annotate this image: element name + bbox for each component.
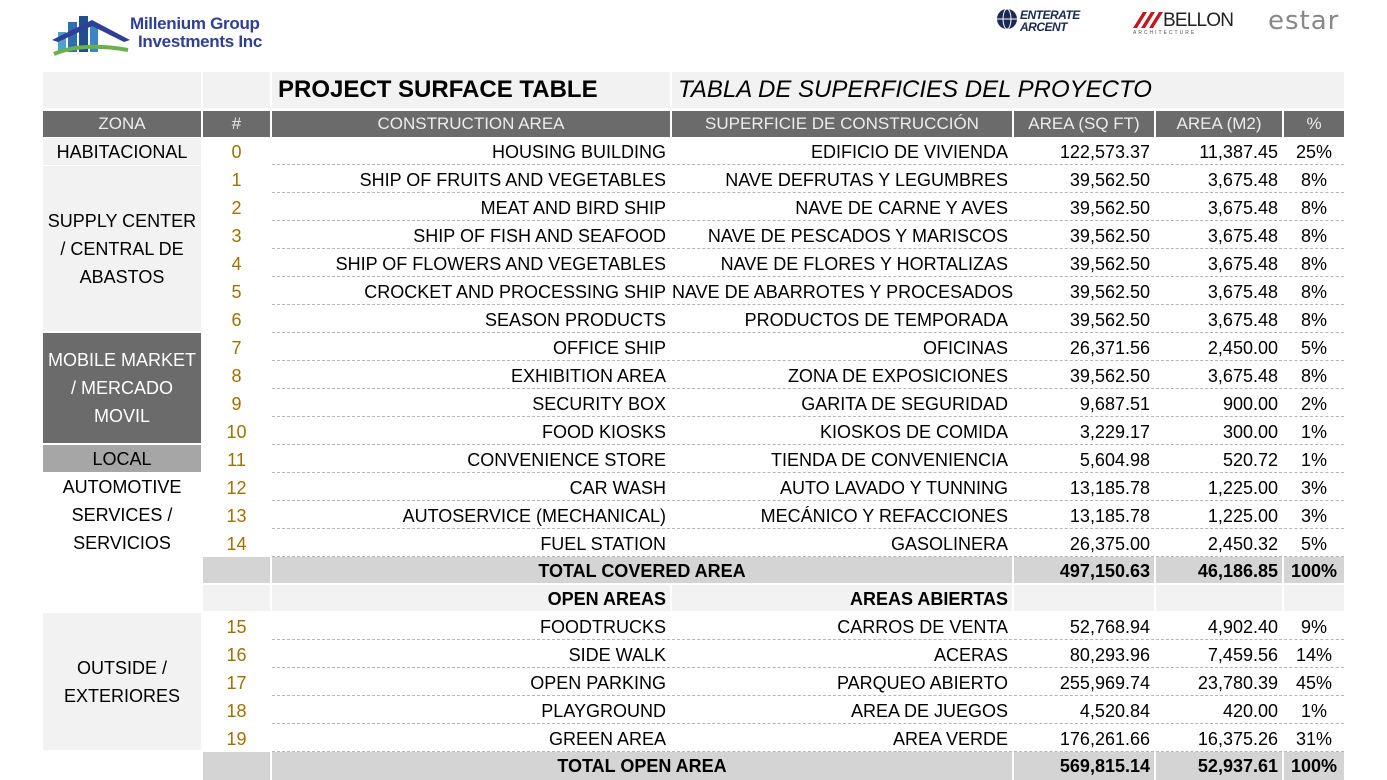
open-header-pct-blank bbox=[1284, 585, 1344, 611]
enterate-logo bbox=[996, 6, 1108, 36]
row-superficie: AREA VERDE bbox=[672, 725, 1012, 752]
row-construction-area: MEAT AND BIRD SHIP bbox=[272, 194, 670, 221]
row-percent: 25% bbox=[1284, 138, 1344, 165]
row-area-sqft: 255,969.74 bbox=[1014, 669, 1154, 696]
row-area-sqft: 13,185.78 bbox=[1014, 502, 1154, 529]
row-percent: 8% bbox=[1284, 166, 1344, 193]
row-area-sqft: 3,229.17 bbox=[1014, 418, 1154, 445]
row-number: 6 bbox=[231, 310, 242, 330]
row-percent: 3% bbox=[1284, 502, 1344, 529]
row-number: 8 bbox=[231, 366, 242, 386]
row-superficie: ZONA DE EXPOSICIONES bbox=[672, 362, 1012, 389]
row-construction-area: OFFICE SHIP bbox=[272, 334, 670, 361]
row-area-m2: 3,675.48 bbox=[1156, 362, 1282, 389]
total-open-m2: 52,937.61 bbox=[1156, 752, 1282, 780]
row-area-m2: 11,387.45 bbox=[1156, 138, 1282, 165]
row-construction-area: SHIP OF FRUITS AND VEGETABLES bbox=[272, 166, 670, 193]
row-superficie: NAVE DE ABARROTES Y PROCESADOS bbox=[672, 278, 1012, 305]
header-construction-area: CONSTRUCTION AREA bbox=[272, 111, 670, 137]
row-percent: 1% bbox=[1284, 697, 1344, 724]
row-area-m2: 3,675.48 bbox=[1156, 306, 1282, 333]
bellon-logo bbox=[1133, 10, 1245, 36]
row-percent: 5% bbox=[1284, 334, 1344, 361]
row-construction-area: EXHIBITION AREA bbox=[272, 362, 670, 389]
estar-logo: estar bbox=[1268, 6, 1340, 36]
total-open-label: TOTAL OPEN AREA bbox=[272, 752, 1012, 780]
row-number: 0 bbox=[231, 142, 242, 162]
row-area-sqft: 39,562.50 bbox=[1014, 194, 1154, 221]
open-header-m2-blank bbox=[1156, 585, 1282, 611]
house-logo-icon bbox=[52, 10, 132, 58]
row-percent: 1% bbox=[1284, 418, 1344, 445]
row-superficie: GASOLINERA bbox=[672, 530, 1012, 557]
row-percent: 8% bbox=[1284, 278, 1344, 305]
total-covered-pct: 100% bbox=[1284, 557, 1344, 583]
row-construction-area: FOODTRUCKS bbox=[272, 613, 670, 640]
company-name-line2: Investments Inc bbox=[138, 32, 262, 51]
total-covered-sqft: 497,150.63 bbox=[1014, 557, 1154, 583]
row-construction-area: FUEL STATION bbox=[272, 530, 670, 557]
row-percent: 14% bbox=[1284, 641, 1344, 668]
total-open-blank bbox=[203, 752, 270, 780]
row-area-sqft: 26,375.00 bbox=[1014, 530, 1154, 557]
row-number: 2 bbox=[231, 198, 242, 218]
row-superficie: OFICINAS bbox=[672, 334, 1012, 361]
row-number: 1 bbox=[231, 170, 242, 190]
row-area-sqft: 4,520.84 bbox=[1014, 697, 1154, 724]
row-area-m2: 3,675.48 bbox=[1156, 250, 1282, 277]
row-percent: 3% bbox=[1284, 474, 1344, 501]
row-superficie: NAVE DE PESCADOS Y MARISCOS bbox=[672, 222, 1012, 249]
row-percent: 1% bbox=[1284, 446, 1344, 473]
row-construction-area: SECURITY BOX bbox=[272, 390, 670, 417]
row-percent: 5% bbox=[1284, 530, 1344, 557]
row-superficie: PRODUCTOS DE TEMPORADA bbox=[672, 306, 1012, 333]
header-number: # bbox=[203, 111, 270, 137]
row-superficie: NAVE DE FLORES Y HORTALIZAS bbox=[672, 250, 1012, 277]
row-construction-area: PLAYGROUND bbox=[272, 697, 670, 724]
row-number: 13 bbox=[226, 506, 247, 526]
row-superficie: MECÁNICO Y REFACCIONES bbox=[672, 502, 1012, 529]
row-construction-area: SEASON PRODUCTS bbox=[272, 306, 670, 333]
table-title-en: PROJECT SURFACE TABLE bbox=[272, 72, 670, 108]
header-zona: ZONA bbox=[43, 111, 201, 137]
arcent-text: ARCENT bbox=[1020, 20, 1067, 34]
row-area-sqft: 39,562.50 bbox=[1014, 306, 1154, 333]
row-area-m2: 2,450.00 bbox=[1156, 334, 1282, 361]
row-area-sqft: 80,293.96 bbox=[1014, 641, 1154, 668]
row-superficie: EDIFICIO DE VIVIENDA bbox=[672, 138, 1012, 165]
row-construction-area: HOUSING BUILDING bbox=[272, 138, 670, 165]
row-area-sqft: 39,562.50 bbox=[1014, 250, 1154, 277]
bellon-subtext: ARCHITECTURE bbox=[1133, 30, 1197, 36]
row-number: 18 bbox=[226, 701, 247, 721]
header-area-m2: AREA (M2) bbox=[1156, 111, 1282, 137]
row-area-m2: 3,675.48 bbox=[1156, 222, 1282, 249]
row-area-m2: 4,902.40 bbox=[1156, 613, 1282, 640]
row-number: 10 bbox=[226, 422, 247, 442]
row-area-m2: 1,225.00 bbox=[1156, 474, 1282, 501]
row-area-m2: 2,450.32 bbox=[1156, 530, 1282, 557]
header-percent: % bbox=[1284, 111, 1344, 137]
total-covered-m2: 46,186.85 bbox=[1156, 557, 1282, 583]
row-superficie: PARQUEO ABIERTO bbox=[672, 669, 1012, 696]
row-percent: 8% bbox=[1284, 306, 1344, 333]
row-percent: 9% bbox=[1284, 613, 1344, 640]
row-number: 7 bbox=[231, 338, 242, 358]
company-name-line1: Millenium Group bbox=[130, 14, 260, 33]
row-construction-area: CONVENIENCE STORE bbox=[272, 446, 670, 473]
bellon-mark-icon bbox=[1133, 10, 1163, 30]
bellon-text: BELLON bbox=[1163, 10, 1234, 31]
row-construction-area: SIDE WALK bbox=[272, 641, 670, 668]
row-number: 3 bbox=[231, 226, 242, 246]
zone-local: LOCAL bbox=[43, 445, 201, 472]
header-area-sqft: AREA (SQ FT) bbox=[1014, 111, 1154, 137]
row-area-sqft: 26,371.56 bbox=[1014, 334, 1154, 361]
row-construction-area: AUTOSERVICE (MECHANICAL) bbox=[272, 502, 670, 529]
open-header-sqft-blank bbox=[1014, 585, 1154, 611]
zone-habitacional: HABITACIONAL bbox=[43, 138, 201, 165]
row-percent: 45% bbox=[1284, 669, 1344, 696]
row-superficie: NAVE DEFRUTAS Y LEGUMBRES bbox=[672, 166, 1012, 193]
total-covered-blank bbox=[203, 557, 270, 583]
company-logo bbox=[52, 10, 267, 58]
row-number: 17 bbox=[226, 673, 247, 693]
total-covered-label: TOTAL COVERED AREA bbox=[272, 557, 1012, 583]
row-area-m2: 3,675.48 bbox=[1156, 278, 1282, 305]
zone-supply-center: SUPPLY CENTER / CENTRAL DE ABASTOS bbox=[43, 166, 201, 331]
row-superficie: TIENDA DE CONVENIENCIA bbox=[672, 446, 1012, 473]
row-area-m2: 1,225.00 bbox=[1156, 502, 1282, 529]
row-area-sqft: 39,562.50 bbox=[1014, 278, 1154, 305]
row-area-m2: 7,459.56 bbox=[1156, 641, 1282, 668]
row-construction-area: SHIP OF FISH AND SEAFOOD bbox=[272, 222, 670, 249]
row-area-sqft: 122,573.37 bbox=[1014, 138, 1154, 165]
row-area-m2: 3,675.48 bbox=[1156, 194, 1282, 221]
row-percent: 8% bbox=[1284, 222, 1344, 249]
row-number: 9 bbox=[231, 394, 242, 414]
row-area-sqft: 39,562.50 bbox=[1014, 362, 1154, 389]
row-percent: 8% bbox=[1284, 250, 1344, 277]
title-blank-zone bbox=[43, 72, 201, 108]
row-number: 11 bbox=[227, 450, 246, 470]
row-percent: 8% bbox=[1284, 194, 1344, 221]
row-superficie: AREA DE JUEGOS bbox=[672, 697, 1012, 724]
row-percent: 2% bbox=[1284, 390, 1344, 417]
globe-icon bbox=[996, 6, 1018, 32]
title-blank-num bbox=[203, 72, 270, 108]
row-number: 15 bbox=[226, 617, 247, 637]
row-number: 5 bbox=[231, 282, 242, 302]
row-superficie: NAVE DE CARNE Y AVES bbox=[672, 194, 1012, 221]
zone-mobile-market: MOBILE MARKET / MERCADO MOVIL bbox=[43, 333, 201, 443]
row-area-sqft: 39,562.50 bbox=[1014, 222, 1154, 249]
row-area-sqft: 52,768.94 bbox=[1014, 613, 1154, 640]
row-number: 12 bbox=[226, 478, 247, 498]
row-superficie: GARITA DE SEGURIDAD bbox=[672, 390, 1012, 417]
row-area-m2: 420.00 bbox=[1156, 697, 1282, 724]
row-superficie: ACERAS bbox=[672, 641, 1012, 668]
open-header-blank bbox=[203, 585, 270, 611]
row-percent: 8% bbox=[1284, 362, 1344, 389]
row-area-sqft: 39,562.50 bbox=[1014, 166, 1154, 193]
row-number: 4 bbox=[231, 254, 242, 274]
row-construction-area: OPEN PARKING bbox=[272, 669, 670, 696]
total-open-sqft: 569,815.14 bbox=[1014, 752, 1154, 780]
zone-automotive: AUTOMOTIVE SERVICES / SERVICIOS bbox=[62, 476, 182, 553]
header-superficie: SUPERFICIE DE CONSTRUCCIÓN bbox=[672, 111, 1012, 137]
row-number: 16 bbox=[226, 645, 247, 665]
row-construction-area: GREEN AREA bbox=[272, 725, 670, 752]
table-title-es: TABLA DE SUPERFICIES DEL PROYECTO bbox=[672, 72, 1344, 108]
row-construction-area: CROCKET AND PROCESSING SHIP bbox=[272, 278, 670, 305]
row-area-sqft: 13,185.78 bbox=[1014, 474, 1154, 501]
row-area-sqft: 176,261.66 bbox=[1014, 725, 1154, 752]
row-percent: 31% bbox=[1284, 725, 1344, 752]
zone-outside: OUTSIDE / EXTERIORES bbox=[43, 613, 201, 750]
open-areas-header-es: AREAS ABIERTAS bbox=[672, 585, 1012, 611]
open-areas-header-en: OPEN AREAS bbox=[272, 585, 670, 611]
enterate-text: ENTERATE bbox=[1020, 8, 1080, 22]
row-area-m2: 16,375.26 bbox=[1156, 725, 1282, 752]
row-number: 19 bbox=[226, 729, 247, 749]
row-area-m2: 520.72 bbox=[1156, 446, 1282, 473]
total-open-pct: 100% bbox=[1284, 752, 1344, 780]
row-area-m2: 300.00 bbox=[1156, 418, 1282, 445]
row-number: 14 bbox=[226, 534, 247, 554]
row-construction-area: CAR WASH bbox=[272, 474, 670, 501]
row-superficie: CARROS DE VENTA bbox=[672, 613, 1012, 640]
row-area-m2: 23,780.39 bbox=[1156, 669, 1282, 696]
row-area-sqft: 9,687.51 bbox=[1014, 390, 1154, 417]
row-area-m2: 3,675.48 bbox=[1156, 166, 1282, 193]
row-construction-area: FOOD KIOSKS bbox=[272, 418, 670, 445]
row-area-m2: 900.00 bbox=[1156, 390, 1282, 417]
row-superficie: KIOSKOS DE COMIDA bbox=[672, 418, 1012, 445]
row-construction-area: SHIP OF FLOWERS AND VEGETABLES bbox=[272, 250, 670, 277]
row-area-sqft: 5,604.98 bbox=[1014, 446, 1154, 473]
row-superficie: AUTO LAVADO Y TUNNING bbox=[672, 474, 1012, 501]
